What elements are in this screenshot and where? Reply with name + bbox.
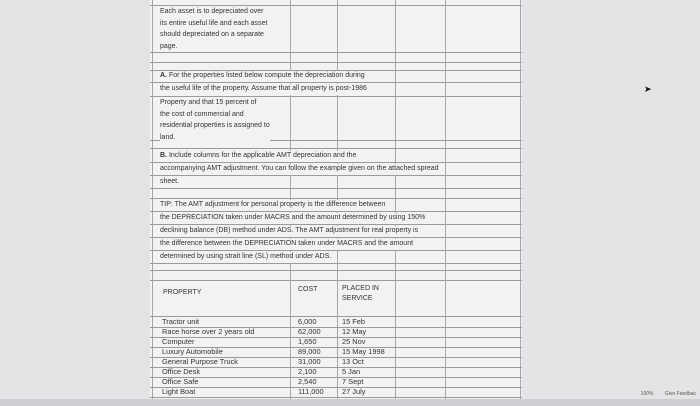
tip-line: declining balance (DB) method under ADS. The AMT adjustment for real property is bbox=[160, 226, 418, 237]
cost-cell: 89,000 bbox=[298, 347, 321, 356]
placed-cell: 15 May 1998 bbox=[342, 347, 385, 356]
note-b-line1 bbox=[160, 151, 356, 162]
row-line bbox=[150, 280, 522, 281]
note-a-heading: A. bbox=[160, 72, 167, 79]
row-line bbox=[150, 188, 522, 189]
placed-cell: 5 Jan bbox=[342, 367, 361, 376]
intro-note bbox=[160, 6, 267, 52]
row-line bbox=[150, 211, 522, 212]
table-row[interactable] bbox=[162, 357, 402, 367]
property-cell: Office Desk bbox=[162, 367, 201, 376]
property-cell: Light Boat bbox=[162, 387, 196, 396]
table-row[interactable] bbox=[162, 367, 402, 377]
note-line: Each asset is to depreciated over bbox=[160, 8, 264, 15]
placed-cell: 13 Oct bbox=[342, 357, 364, 366]
row-line bbox=[150, 263, 522, 264]
cost-cell: 31,000 bbox=[298, 357, 321, 366]
give-feedback-button[interactable]: Give Feedbac bbox=[664, 391, 696, 397]
tip-line: TIP: The AMT adjustment for personal property is the difference between bbox=[160, 200, 385, 211]
tip-line: the DEPRECIATION taken under MACRS and the amount determined by using 150% bbox=[160, 213, 425, 224]
note-b-heading: B. bbox=[160, 152, 167, 159]
tip-line: determined by using strait line (SL) method under ADS. bbox=[160, 252, 331, 263]
note-a-line2: the useful life of the property. Assume that all property is post-1986 bbox=[160, 84, 367, 95]
row-line bbox=[150, 162, 522, 163]
row-line bbox=[150, 237, 522, 238]
note-b-line2: accompanying AMT adjustment. You can follow the example given on the attached spread bbox=[160, 164, 439, 175]
row-line bbox=[150, 82, 522, 83]
note-line: Property and that 15 percent of bbox=[160, 99, 257, 106]
note-line: page. bbox=[160, 42, 178, 50]
property-cell: Computer bbox=[162, 337, 195, 346]
placed-cell: 12 May bbox=[342, 327, 367, 336]
placed-cell: 27 July bbox=[342, 387, 366, 396]
row-line bbox=[150, 52, 522, 53]
header-placed-in: PLACED IN bbox=[342, 284, 379, 295]
row-line bbox=[150, 148, 522, 149]
column-line bbox=[520, 0, 521, 400]
tip-line: the difference between the DEPRECIATION taken under MACRS and the amount bbox=[160, 239, 413, 250]
cost-cell: 2,100 bbox=[298, 367, 317, 376]
table-row[interactable] bbox=[162, 337, 402, 347]
placed-cell: 15 Feb bbox=[342, 317, 366, 326]
table-row[interactable] bbox=[162, 377, 402, 387]
status-area bbox=[631, 391, 696, 397]
status-bar bbox=[0, 399, 700, 406]
property-cell: Race horse over 2 years old bbox=[162, 327, 255, 336]
note-line: its entire useful life and each asset bbox=[160, 19, 268, 27]
mouse-cursor-icon: ➤ bbox=[644, 84, 652, 94]
zoom-level[interactable]: 100% bbox=[640, 391, 654, 397]
property-cell: General Purpose Truck bbox=[162, 357, 238, 366]
header-cost: COST bbox=[298, 285, 317, 296]
table-row[interactable] bbox=[162, 347, 402, 357]
table-row[interactable] bbox=[162, 317, 402, 327]
note-text: Include columns for the applicable AMT depreciation and the bbox=[168, 152, 357, 159]
note-text: For the properties listed below compute the depreciation during bbox=[168, 72, 365, 79]
header-property: PROPERTY bbox=[163, 288, 201, 299]
cost-cell: 2,540 bbox=[298, 377, 317, 386]
cost-cell: 62,000 bbox=[298, 327, 321, 336]
placed-cell: 7 Sept bbox=[342, 377, 364, 386]
row-line bbox=[150, 250, 522, 251]
property-cell: Luxury Automobile bbox=[162, 347, 223, 356]
cost-cell: 6,000 bbox=[298, 317, 317, 326]
row-line bbox=[150, 62, 522, 63]
column-line bbox=[445, 0, 446, 400]
table-row[interactable] bbox=[162, 327, 402, 337]
note-b-line3: sheet. bbox=[160, 177, 179, 188]
column-line bbox=[152, 0, 153, 400]
property-cell: Office Safe bbox=[162, 377, 199, 386]
note-a-rest bbox=[160, 97, 270, 143]
row-line bbox=[150, 397, 522, 398]
row-line bbox=[150, 224, 522, 225]
header-service: SERVICE bbox=[342, 294, 373, 305]
note-a-line1 bbox=[160, 71, 365, 82]
cost-cell: 111,000 bbox=[298, 387, 324, 396]
property-cell: Tractor unit bbox=[162, 317, 200, 326]
note-line: land. bbox=[160, 133, 176, 141]
row-line bbox=[150, 270, 522, 271]
table-row[interactable] bbox=[162, 387, 402, 397]
note-line: should depreciated on a separate bbox=[160, 31, 264, 38]
row-line bbox=[150, 175, 522, 176]
cost-cell: 1,650 bbox=[298, 337, 317, 346]
note-line: residential properties is assigned to bbox=[160, 122, 270, 129]
row-line bbox=[150, 198, 522, 199]
note-line: the cost of commercial and bbox=[160, 110, 244, 118]
placed-cell: 25 Nov bbox=[342, 337, 366, 346]
